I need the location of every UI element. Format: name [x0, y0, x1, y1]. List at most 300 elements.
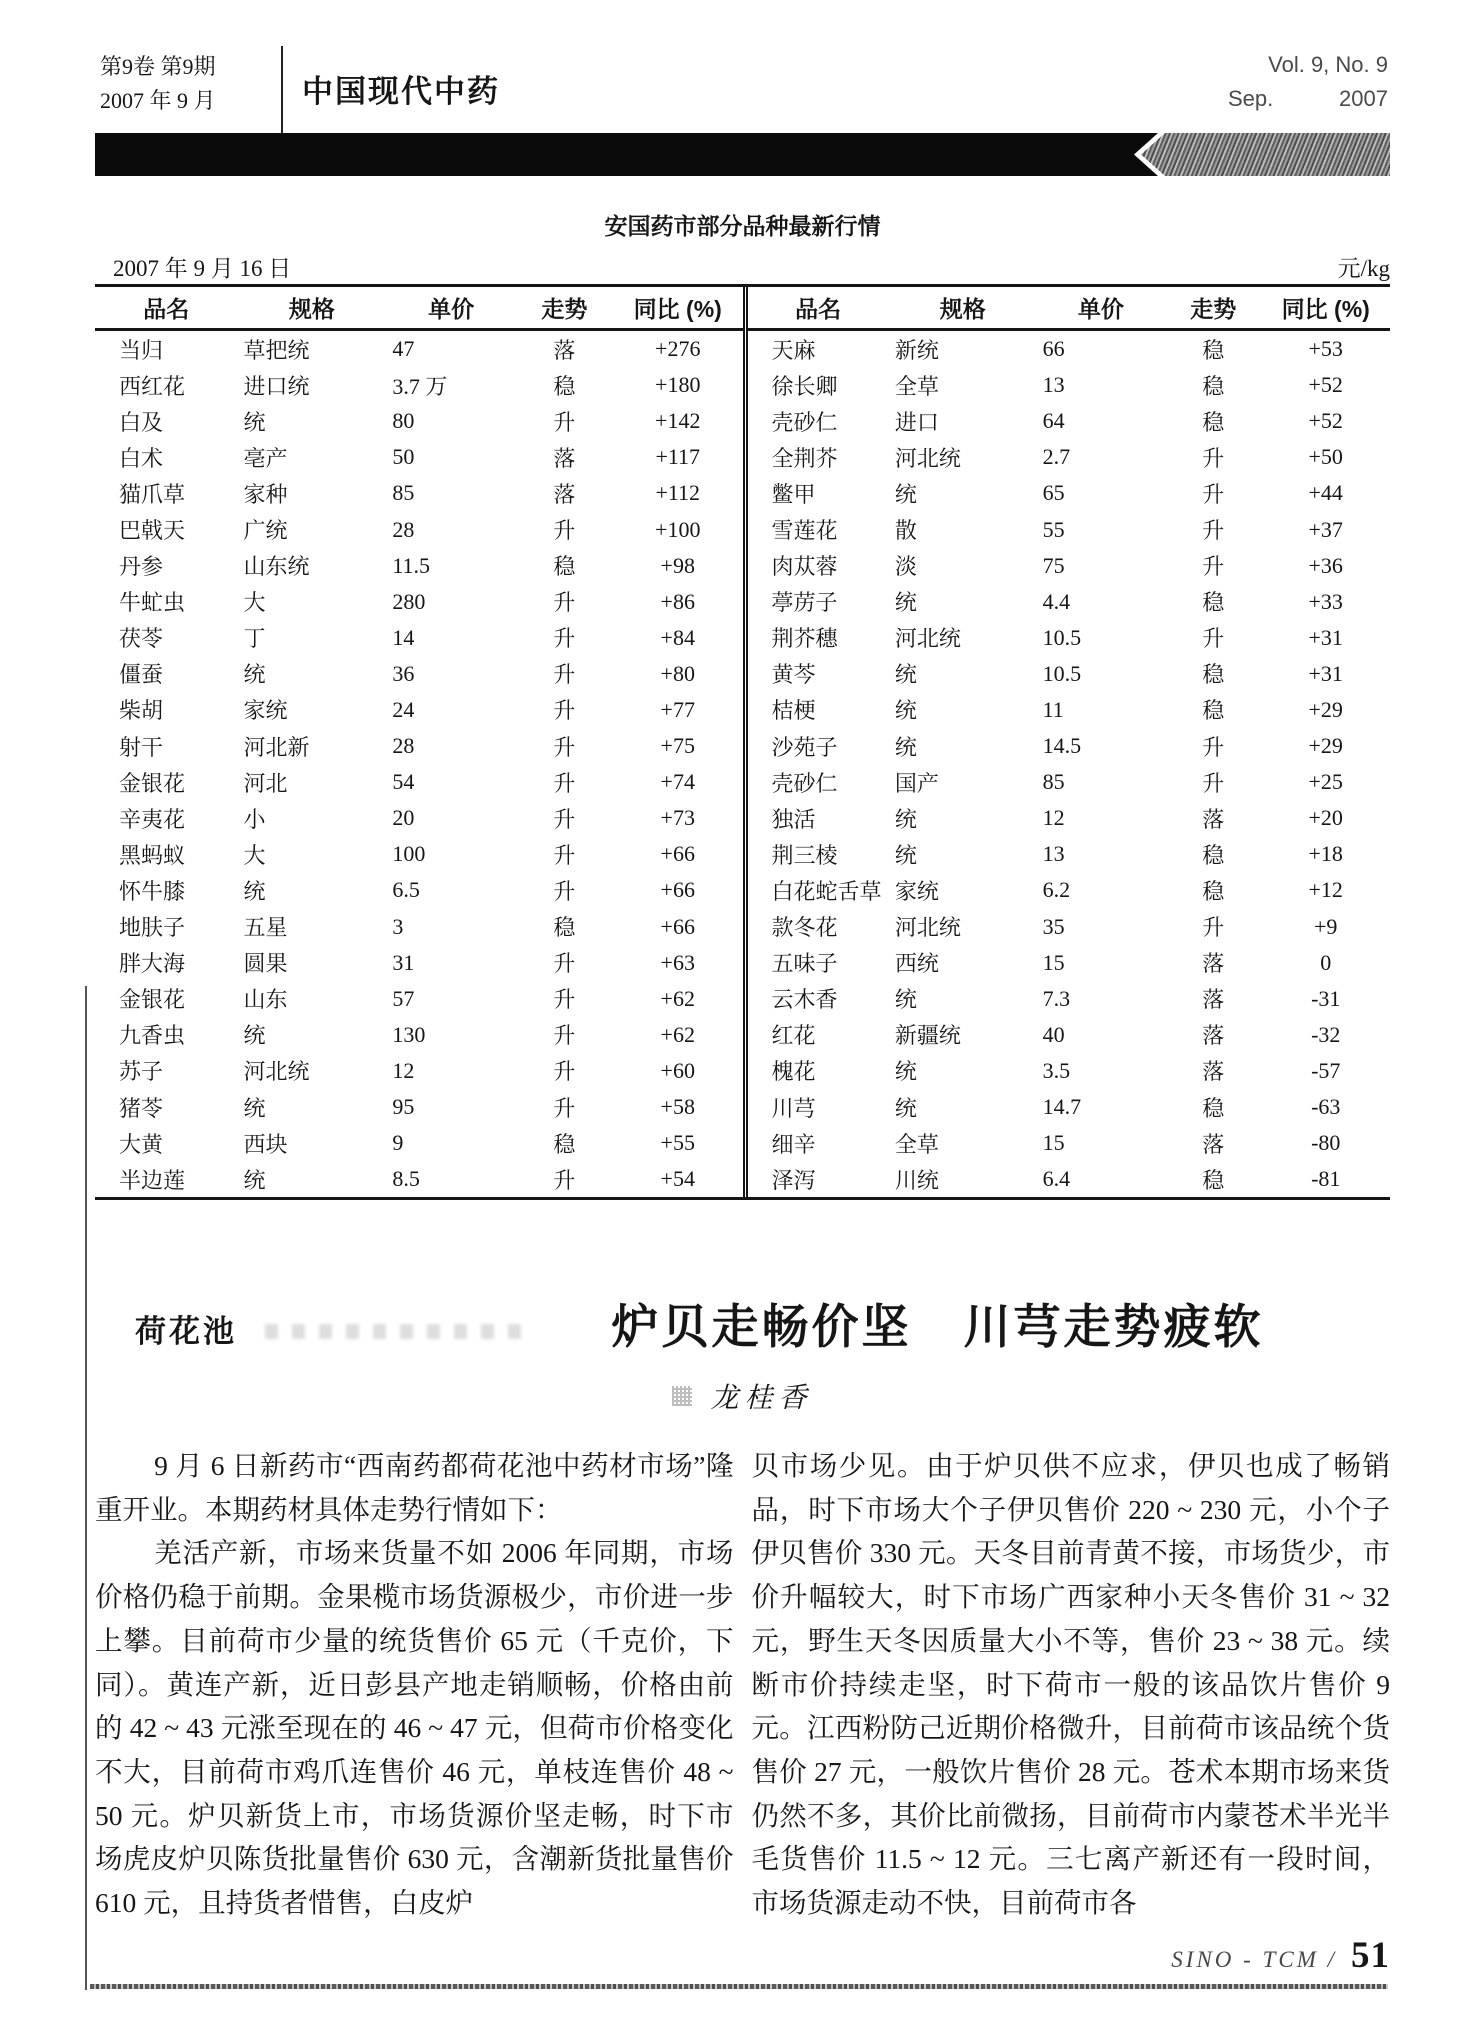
- table-cell: +63: [660, 949, 695, 975]
- table-cell: 稳: [1202, 878, 1225, 904]
- table-cell: 8.5: [392, 1166, 420, 1192]
- table-cell: 川芎: [771, 1095, 816, 1121]
- table-cell: +50: [1308, 444, 1343, 470]
- table-cell: 14.7: [1042, 1094, 1082, 1120]
- table-row: [95, 620, 743, 656]
- table-row: [95, 403, 743, 439]
- table-row: [745, 909, 1390, 945]
- table-cell: 河北: [243, 770, 288, 796]
- table-row: [95, 945, 743, 981]
- table-cell: 桔梗: [771, 698, 816, 724]
- table-cell: 统: [243, 662, 266, 688]
- article-title-part2: 川芎走势疲软: [963, 1300, 1264, 1353]
- table-cell: +53: [1308, 336, 1343, 362]
- table-cell: 白术: [119, 445, 164, 471]
- footer-grain-line: [90, 1984, 1388, 1989]
- table-row: [745, 1053, 1390, 1089]
- table-row: [95, 764, 743, 800]
- table-cell: 落: [1202, 1131, 1225, 1157]
- table-cell: 河北统: [894, 445, 961, 471]
- table-cell: 14: [392, 624, 415, 650]
- table-cell: 升: [553, 626, 576, 652]
- footer-page-number: 51: [1351, 1935, 1390, 1976]
- table-cell: 85: [392, 480, 415, 506]
- table-cell: +66: [660, 877, 695, 903]
- table-cell: 槐花: [771, 1059, 816, 1085]
- table-header-row: [745, 287, 1390, 330]
- table-row: [745, 584, 1390, 620]
- table-cell: 金银花: [119, 770, 186, 796]
- table-cell: 升: [1202, 915, 1225, 941]
- paragraph: 贝市场少见。由于炉贝供不应求，伊贝也成了畅销品，时下市场大个子伊贝售价 220 ~ 230 元，小个子伊贝售价 330 元。天冬目前青黄不接，市场货少，市价升幅较大，时下市场广西家种小天冬售价 31 ~ 32 元，野生天冬因质量大小不等，售价 23 ~ 38 元。续断市价持续走坚，时下荷市一般的该品饮片售价 9 元。江西粉防己近期价格微升，目前荷市该品统个货售价 27 元，一般饮片售价 28 元。苍术本期市场来货仍然不多，其价比前微扬，目前荷市内蒙苍术半光半毛货售价 11.5 ~ 12 元。三七离产新还有一段时间，市场货源走动不快，目前荷市各: [751, 1450, 1390, 1919]
- table-cell: 红花: [771, 1023, 816, 1049]
- table-cell: 五味子: [771, 951, 838, 977]
- table-cell: 细辛: [771, 1131, 816, 1157]
- table-row: [745, 330, 1390, 368]
- table-cell: 65: [1042, 480, 1065, 506]
- table-cell: 升: [553, 1059, 576, 1085]
- table-cell: 6.2: [1042, 877, 1071, 903]
- table-cell: 13: [1042, 372, 1065, 398]
- table-cell: 僵蚕: [119, 662, 164, 688]
- table-cell: 升: [1202, 445, 1225, 471]
- table-row: [95, 800, 743, 836]
- table-cell: 款冬花: [771, 915, 838, 941]
- table-cell: 胖大海: [119, 951, 186, 977]
- table-cell: 稳: [553, 915, 576, 941]
- table-cell: 河北统: [894, 626, 961, 652]
- table-cell: 独活: [771, 806, 816, 832]
- table-cell: 稳: [1202, 337, 1225, 363]
- table-cell: +77: [660, 696, 695, 722]
- table-cell: 九香虫: [119, 1023, 186, 1049]
- table-cell: 升: [1202, 518, 1225, 544]
- table-cell: 家统: [243, 698, 288, 724]
- table-cell: 升: [553, 878, 576, 904]
- table-cell: +80: [660, 660, 695, 686]
- table-cell: 11: [1042, 696, 1064, 722]
- table-cell: 28: [392, 733, 415, 759]
- table-cell: 统: [894, 662, 917, 688]
- table-cell: 升: [553, 1095, 576, 1121]
- table-header-row: [95, 287, 743, 330]
- table-cell: 95: [392, 1094, 415, 1120]
- table-cell: 地肤子: [119, 915, 186, 941]
- issue-month-en: Sep.: [1228, 86, 1274, 111]
- table-cell: 广统: [243, 518, 288, 544]
- table-cell: -31: [1311, 985, 1341, 1011]
- table-cell: 75: [1042, 552, 1065, 578]
- table-cell: 草把统: [243, 337, 310, 363]
- table-cell: 沙苑子: [771, 734, 838, 760]
- table-cell: 鳖甲: [771, 481, 816, 507]
- table-left-body: [95, 330, 743, 1198]
- table-cell: 河北新: [243, 734, 310, 760]
- table-row: [95, 1161, 743, 1197]
- table-cell: 66: [1042, 336, 1065, 362]
- banner-hatch-texture: [1141, 133, 1390, 176]
- table-cell: 云木香: [771, 987, 838, 1013]
- table-cell: 柴胡: [119, 698, 164, 724]
- table-cell: +58: [660, 1094, 695, 1120]
- table-cell: 升: [553, 698, 576, 724]
- table-cell: 牛虻虫: [119, 590, 186, 616]
- table-cell: +44: [1308, 480, 1343, 506]
- table-cell: 丹参: [119, 554, 164, 580]
- table-cell: 大: [243, 590, 266, 616]
- table-cell: 12: [1042, 805, 1065, 831]
- table-cell: +54: [660, 1166, 695, 1192]
- table-cell: +75: [660, 733, 695, 759]
- table-row: [95, 367, 743, 403]
- table-cell: 进口: [894, 409, 939, 435]
- table-cell: +180: [655, 372, 701, 398]
- table-cell: -63: [1311, 1094, 1341, 1120]
- table-cell: 64: [1042, 408, 1065, 434]
- column-header-yoy: 同比 (%): [1261, 287, 1390, 330]
- table-cell: 36: [392, 660, 415, 686]
- table-cell: 稳: [553, 1131, 576, 1157]
- table-cell: 升: [1202, 770, 1225, 796]
- table-cell: 全荆芥: [771, 445, 838, 471]
- column-header-price: 单价: [386, 287, 516, 330]
- table-cell: 40: [1042, 1021, 1065, 1047]
- column-header-trend: 走势: [1165, 287, 1261, 330]
- table-cell: 50: [392, 444, 415, 470]
- table-cell: 28: [392, 516, 415, 542]
- table-cell: -80: [1311, 1130, 1341, 1156]
- table-cell: 落: [1202, 806, 1225, 832]
- table-cell: 14.5: [1042, 733, 1082, 759]
- table-cell: 升: [553, 1167, 576, 1193]
- table-cell: 57: [392, 985, 415, 1011]
- table-cell: 统: [894, 590, 917, 616]
- table-cell: 小: [243, 806, 266, 832]
- article-header: [95, 1288, 1390, 1368]
- table-cell: 山东统: [243, 554, 310, 580]
- table-cell: 稳: [1202, 1095, 1225, 1121]
- table-cell: 天麻: [771, 337, 816, 363]
- table-cell: 11.5: [392, 552, 431, 578]
- table-cell: 茯苓: [119, 626, 164, 652]
- table-cell: 肉苁蓉: [771, 554, 838, 580]
- table-row: [95, 548, 743, 584]
- table-cell: 全草: [894, 1131, 939, 1157]
- table-cell: 统: [894, 698, 917, 724]
- table-cell: 10.5: [1042, 660, 1082, 686]
- column-header-name: 品名: [95, 287, 237, 330]
- table-cell: 统: [243, 1095, 266, 1121]
- table-cell: 85: [1042, 769, 1065, 795]
- table-cell: 壳砂仁: [771, 770, 838, 796]
- column-header-name: 品名: [745, 287, 889, 330]
- table-cell: 泽泻: [771, 1167, 816, 1193]
- table-cell: -81: [1311, 1166, 1341, 1192]
- table-cell: 河北统: [243, 1059, 310, 1085]
- table-row: [745, 1017, 1390, 1053]
- table-cell: 24: [392, 696, 415, 722]
- table-cell: 统: [243, 1023, 266, 1049]
- table-cell: 国产: [894, 770, 939, 796]
- table-cell: 15: [1042, 1130, 1065, 1156]
- table-cell: 4.4: [1042, 588, 1071, 614]
- price-table-left-half: [95, 287, 743, 1197]
- page-footer: [1171, 1934, 1390, 1977]
- table-row: [95, 1089, 743, 1125]
- header-divider: [281, 46, 283, 134]
- table-cell: +36: [1308, 552, 1343, 578]
- paragraph: 9 月 6 日新药市“西南药都荷花池中药材市场”隆重开业。本期药材具体走势行情如下：: [95, 1450, 734, 1525]
- table-row: [95, 584, 743, 620]
- table-cell: 3.7 万: [392, 373, 448, 399]
- table-cell: 苏子: [119, 1059, 164, 1085]
- table-cell: 猪苓: [119, 1095, 164, 1121]
- table-cell: 稳: [1202, 662, 1225, 688]
- table-row: [745, 439, 1390, 475]
- table-row: [95, 330, 743, 368]
- footer-journal-mark: SINO - TCM /: [1171, 1947, 1337, 1972]
- table-row: [95, 656, 743, 692]
- table-cell: +37: [1308, 516, 1343, 542]
- article-title-part1: 炉贝走畅价坚: [611, 1300, 912, 1353]
- table-cell: 荆芥穗: [771, 626, 838, 652]
- table-cell: 稳: [1202, 1167, 1225, 1193]
- table-cell: +25: [1308, 769, 1343, 795]
- table-cell: 2.7: [1042, 444, 1071, 470]
- table-cell: 升: [1202, 626, 1225, 652]
- issue-info-english: [1228, 48, 1388, 116]
- table-cell: 13: [1042, 841, 1065, 867]
- table-row: [95, 728, 743, 764]
- article-column-left: [95, 1444, 734, 1925]
- table-cell: 升: [553, 734, 576, 760]
- table-cell: 升: [1202, 554, 1225, 580]
- table-cell: 落: [1202, 987, 1225, 1013]
- table-cell: 黄芩: [771, 662, 816, 688]
- table-cell: 升: [1202, 481, 1225, 507]
- table-cell: 升: [553, 987, 576, 1013]
- table-cell: 全草: [894, 373, 939, 399]
- table-cell: 升: [553, 590, 576, 616]
- table-row: [745, 511, 1390, 547]
- table-cell: +60: [660, 1057, 695, 1083]
- table-cell: +12: [1308, 877, 1343, 903]
- table-cell: 徐长卿: [771, 373, 838, 399]
- table-cell: +18: [1308, 841, 1343, 867]
- table-cell: 猫爪草: [119, 481, 186, 507]
- table-cell: +276: [655, 336, 701, 362]
- table-right-body: [745, 330, 1390, 1198]
- table-cell: 升: [553, 518, 576, 544]
- table-cell: 统: [894, 1095, 917, 1121]
- table-cell: 射干: [119, 734, 164, 760]
- table-row: [745, 872, 1390, 908]
- price-table-right-half: [743, 287, 1391, 1197]
- table-cell: 稳: [1202, 590, 1225, 616]
- table-row: [745, 692, 1390, 728]
- table-cell: 丁: [243, 626, 266, 652]
- table-cell: 280: [392, 588, 426, 614]
- article-author: 龙桂香: [710, 1383, 813, 1414]
- banner-black-bar: [95, 133, 1158, 176]
- page-edge-line: [85, 986, 87, 1990]
- table-cell: 金银花: [119, 987, 186, 1013]
- table-row: [745, 548, 1390, 584]
- table-cell: 稳: [553, 373, 576, 399]
- table-cell: 3: [392, 913, 404, 939]
- table-cell: 半边莲: [119, 1167, 186, 1193]
- table-row: [95, 1017, 743, 1053]
- table-cell: 统: [243, 409, 266, 435]
- table-cell: 西块: [243, 1131, 288, 1157]
- table-cell: 3.5: [1042, 1057, 1071, 1083]
- article-column-right: [752, 1444, 1391, 1925]
- table-cell: +66: [660, 841, 695, 867]
- table-title: 安国药市部分品种最新行情: [604, 213, 881, 239]
- table-cell: 统: [894, 806, 917, 832]
- table-cell: 升: [553, 951, 576, 977]
- table-cell: 35: [1042, 913, 1065, 939]
- table-row: [95, 439, 743, 475]
- table-cell: 雪莲花: [771, 518, 838, 544]
- table-cell: 稳: [553, 554, 576, 580]
- table-row: [95, 836, 743, 872]
- table-cell: 统: [894, 1059, 917, 1085]
- table-cell: 80: [392, 408, 415, 434]
- table-cell: 大黄: [119, 1131, 164, 1157]
- table-cell: 15: [1042, 949, 1065, 975]
- table-row: [745, 367, 1390, 403]
- table-cell: 统: [243, 1167, 266, 1193]
- table-cell: 稳: [1202, 698, 1225, 724]
- table-cell: 白花蛇舌草: [771, 878, 882, 904]
- issue-volume: 第9卷 第9期: [100, 54, 216, 79]
- table-cell: 升: [553, 806, 576, 832]
- column-header-trend: 走势: [516, 287, 613, 330]
- table-cell: 淡: [894, 554, 917, 580]
- author-stamp-icon: [672, 1386, 692, 1406]
- table-cell: -32: [1311, 1021, 1341, 1047]
- table-cell: +9: [1314, 913, 1338, 939]
- table-row: [95, 909, 743, 945]
- table-cell: 落: [1202, 1059, 1225, 1085]
- article-byline: [95, 1378, 1390, 1414]
- table-cell: 55: [1042, 516, 1065, 542]
- table-row: [95, 692, 743, 728]
- table-cell: 新疆统: [894, 1023, 961, 1049]
- table-cell: 统: [894, 481, 917, 507]
- table-cell: +117: [655, 444, 701, 470]
- table-cell: 统: [243, 878, 266, 904]
- table-cell: 荆三棱: [771, 842, 838, 868]
- price-table: [95, 284, 1390, 1200]
- column-header-spec: 规格: [237, 287, 386, 330]
- table-cell: +20: [1308, 805, 1343, 831]
- article-body: [95, 1444, 1390, 1925]
- table-cell: +84: [660, 624, 695, 650]
- table-cell: 0: [1320, 949, 1332, 975]
- table-cell: +100: [655, 516, 701, 542]
- table-row: [745, 728, 1390, 764]
- table-cell: 47: [392, 336, 415, 362]
- table-cell: 西红花: [119, 373, 186, 399]
- table-cell: -57: [1311, 1057, 1341, 1083]
- table-row: [745, 656, 1390, 692]
- article-title: [485, 1290, 1390, 1357]
- table-cell: 落: [553, 445, 576, 471]
- table-cell: +142: [655, 408, 701, 434]
- table-cell: 亳产: [243, 445, 288, 471]
- table-cell: 统: [894, 987, 917, 1013]
- table-cell: 黑蚂蚁: [119, 842, 186, 868]
- table-cell: +52: [1308, 408, 1343, 434]
- table-cell: +31: [1308, 660, 1343, 686]
- issue-year-en: 2007: [1339, 86, 1388, 111]
- table-meta: [95, 250, 1390, 283]
- table-cell: 怀牛膝: [119, 878, 186, 904]
- table-cell: 7.3: [1042, 985, 1071, 1011]
- table-cell: 130: [392, 1021, 426, 1047]
- table-cell: 升: [553, 1023, 576, 1049]
- table-cell: 升: [553, 662, 576, 688]
- table-row: [95, 1125, 743, 1161]
- column-header-price: 单价: [1037, 287, 1166, 330]
- section-label: 荷花池: [135, 1314, 237, 1349]
- table-cell: 大: [243, 842, 266, 868]
- table-cell: 落: [553, 337, 576, 363]
- table-cell: 川统: [894, 1167, 939, 1193]
- table-cell: 统: [894, 842, 917, 868]
- table-cell: 升: [1202, 734, 1225, 760]
- table-cell: 落: [1202, 1023, 1225, 1049]
- table-cell: 升: [553, 842, 576, 868]
- table-cell: 壳砂仁: [771, 409, 838, 435]
- table-cell: 统: [894, 734, 917, 760]
- table-cell: 散: [894, 518, 917, 544]
- table-row: [95, 981, 743, 1017]
- table-cell: 20: [392, 805, 415, 831]
- column-header-yoy: 同比 (%): [613, 287, 743, 330]
- table-cell: +62: [660, 985, 695, 1011]
- table-cell: 54: [392, 769, 415, 795]
- table-cell: 当归: [119, 337, 164, 363]
- table-date: 2007 年 9 月 16 日: [113, 256, 292, 281]
- table-cell: 升: [553, 409, 576, 435]
- table-cell: 新统: [894, 337, 939, 363]
- table-row: [745, 800, 1390, 836]
- table-row: [745, 1125, 1390, 1161]
- table-cell: 葶苈子: [771, 590, 838, 616]
- table-row: [745, 981, 1390, 1017]
- table-cell: +66: [660, 913, 695, 939]
- table-cell: 辛夷花: [119, 806, 186, 832]
- table-cell: 10.5: [1042, 624, 1082, 650]
- table-row: [745, 764, 1390, 800]
- table-cell: 12: [392, 1057, 415, 1083]
- table-unit: 元/kg: [1337, 256, 1390, 281]
- table-cell: +86: [660, 588, 695, 614]
- issue-info: [100, 50, 216, 118]
- table-row: [95, 872, 743, 908]
- table-cell: 巴戟天: [119, 518, 186, 544]
- table-cell: 落: [1202, 951, 1225, 977]
- header-banner: [95, 133, 1390, 176]
- table-cell: 升: [553, 770, 576, 796]
- table-row: [95, 1053, 743, 1089]
- table-cell: 五星: [243, 915, 288, 941]
- table-cell: +29: [1308, 696, 1343, 722]
- table-cell: +62: [660, 1021, 695, 1047]
